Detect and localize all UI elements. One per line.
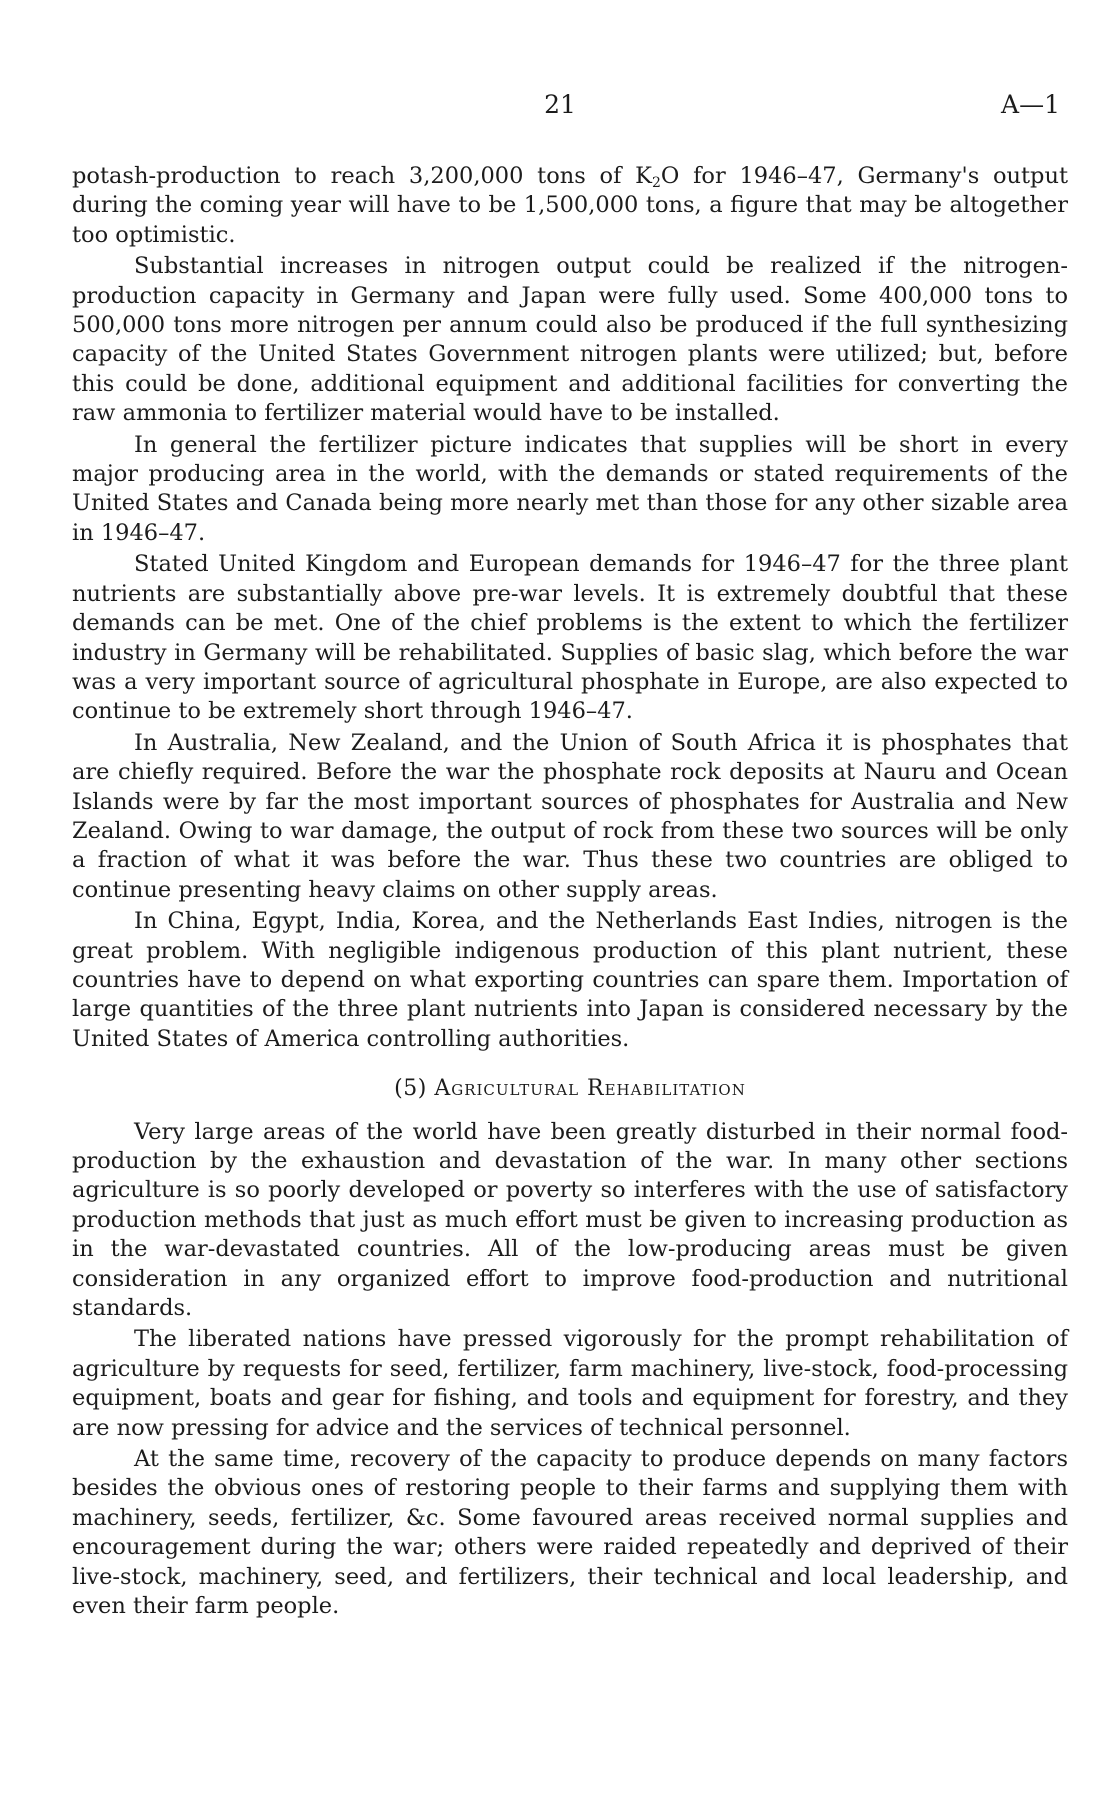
body-text — [72, 162, 1068, 1624]
paragraph: In Australia, New Zealand, and the Union of South Africa it is phosphates that are chiefly required. Before the war the phosphate rock deposits at Nauru and Ocean Islands were by far the most important sources of phosphates for Australia and New Zealand. Owing to war damage, the output of rock from these two sources will be only a fraction of what it was before the war. Thus these two countries are obliged to continue presenting heavy claims on other supply areas. — [72, 729, 1068, 903]
paragraph: Stated United Kingdom and European demands for 1946–47 for the three plant nutrients are substantially above pre-war levels. It is extremely doubtful that these demands can be met. One of the chief problems is the extent to which the fertilizer industry in Germany will be rehabilitated. Supplies of basic slag, which before the war was a very important source of agricultural phosphate in Europe, are also expected to continue to be extremely short through 1946–47. — [72, 551, 1068, 725]
section-heading — [72, 1074, 1068, 1103]
section-title: Agricultural Rehabilitation — [434, 1076, 746, 1102]
paragraph: At the same time, recovery of the capacity to produce depends on many factors besides the obvious ones of restoring people to their farms and supplying them with machinery, seeds, fertilizer, &c. Some favoured areas received normal supplies and encouragement during the war; others were raided repeatedly and deprived of their live-stock, machinery, seed, and fertilizers, their technical and local leadership, and even their farm people. — [72, 1446, 1068, 1620]
page-number: 21 — [544, 90, 576, 119]
paragraph-continued: potash-production to reach 3,200,000 tons of $K_2O$ for 1946–47, Germany's output during the coming year will have to be 1,500,000 tons, a figure that may be altogether too optimistic. — [72, 163, 1068, 248]
paragraph: Very large areas of the world have been greatly disturbed in their normal food-production by the exhaustion and devastation of the war. In many other sections agriculture is so poorly developed or poverty so interferes with the use of satisfactory production methods that just as much effort must be given to increasing production as in the war-devastated countries. All of the low-producing areas must be given consideration in any organized effort to improve food-production and nutritional standards. — [72, 1118, 1068, 1322]
page-header — [60, 90, 1060, 130]
paragraph: In China, Egypt, India, Korea, and the Netherlands East Indies, nitrogen is the great problem. With negligible indigenous production of this plant nutrient, these countries have to depend on what exporting countries can spare them. Importation of large quantities of the three plant nutrients into Japan is considered necessary by the United States of America controlling authorities. — [72, 908, 1068, 1052]
section-number: (5) — [394, 1076, 427, 1102]
paragraph: The liberated nations have pressed vigorously for the prompt rehabilitation of agriculture by requests for seed, fertilizer, farm machinery, live-stock, food-processing equipment, boats and gear for fishing, and tools and equipment for forestry, and they are now pressing for advice and the services of technical personnel. — [72, 1326, 1068, 1441]
paragraph: In general the fertilizer picture indicates that supplies will be short in every major producing area in the world, with the demands or stated requirements of the United States and Canada being more nearly met than those for any other sizable area in 1946–47. — [72, 431, 1068, 546]
document-reference: A—1 — [1001, 90, 1060, 119]
paragraph: Substantial increases in nitrogen output could be realized if the nitrogen-production capacity in Germany and Japan were fully used. Some 400,000 tons to 500,000 tons more nitrogen per annum could also be produced if the full synthesizing capacity of the United States Government nitrogen plants were utilized; but, before this could be done, additional equipment and additional facilities for converting the raw ammonia to fertilizer material would have to be installed. — [72, 253, 1068, 427]
